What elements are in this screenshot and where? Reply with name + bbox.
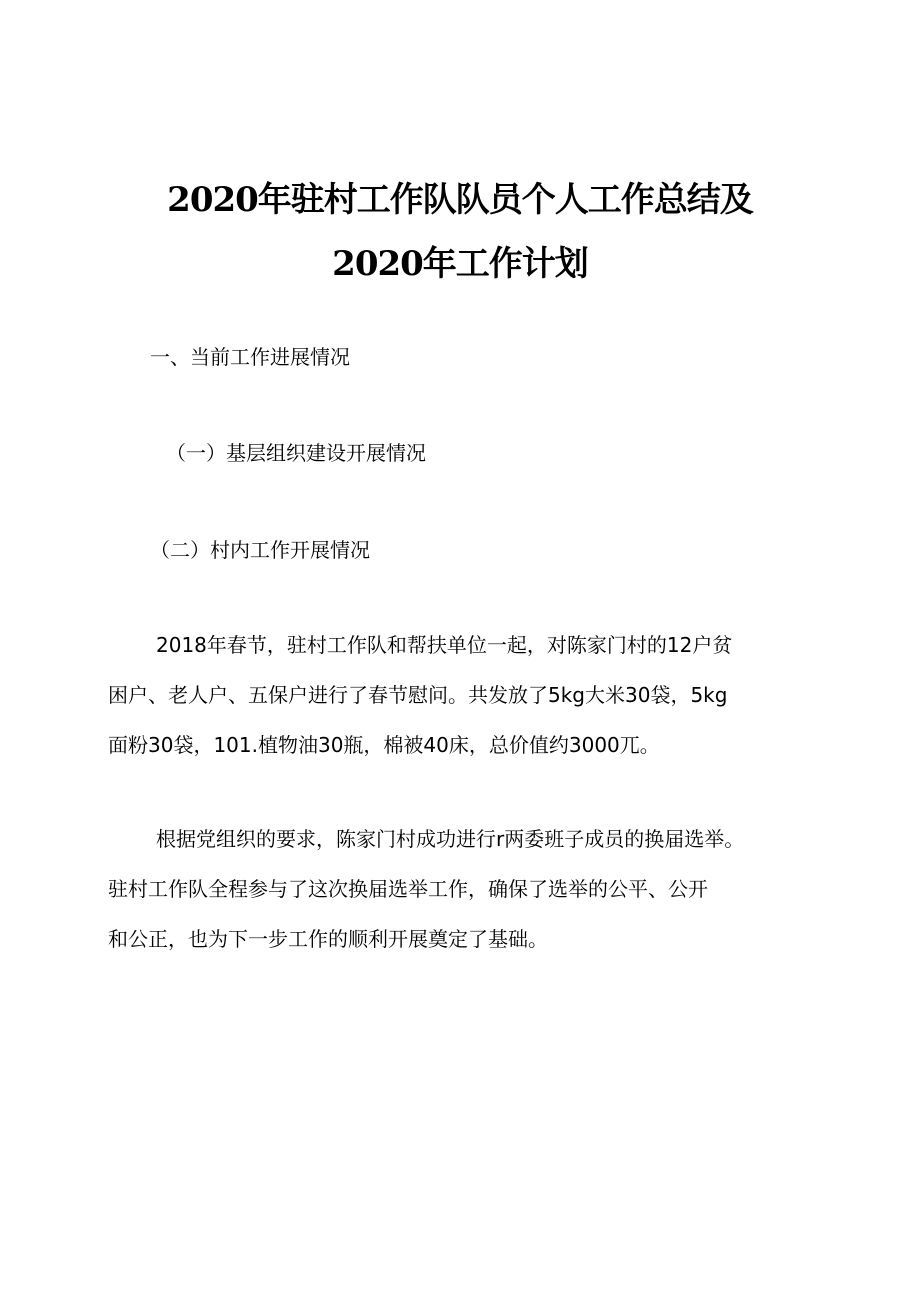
document-title-line-1: 2020年驻村工作队队员个人工作总结及 — [167, 180, 753, 220]
paragraph-line: 2018年春节，驻村工作队和帮扶单位一起，对陈家门村的12户贫 — [156, 633, 733, 657]
subsection-heading-grassroots-organization: （一）基层组织建设开展情况 — [166, 441, 426, 465]
subsection-heading-village-work: （二）村内工作开展情况 — [150, 538, 370, 562]
paragraph-line: 困户、老人户、五保户进行了春节慰问。共发放了5kg大米30袋，5kg — [108, 683, 728, 707]
paragraph-line: 驻村工作队全程参与了这次换届选举工作，确保了选举的公平、公开 — [108, 877, 708, 901]
document-title-line-2: 2020年工作计划 — [332, 244, 588, 284]
paragraph-line: 面粉30袋，101.植物油30瓶，棉被40床，总价值约3000兀。 — [108, 733, 660, 757]
section-heading-current-progress: 一、当前工作进展情况 — [150, 345, 350, 369]
paragraph-line: 根据党组织的要求，陈家门村成功进行r两委班子成员的换届选举。 — [156, 827, 745, 851]
paragraph-line: 和公正，也为下一步工作的顺利开展奠定了基础。 — [108, 927, 548, 951]
